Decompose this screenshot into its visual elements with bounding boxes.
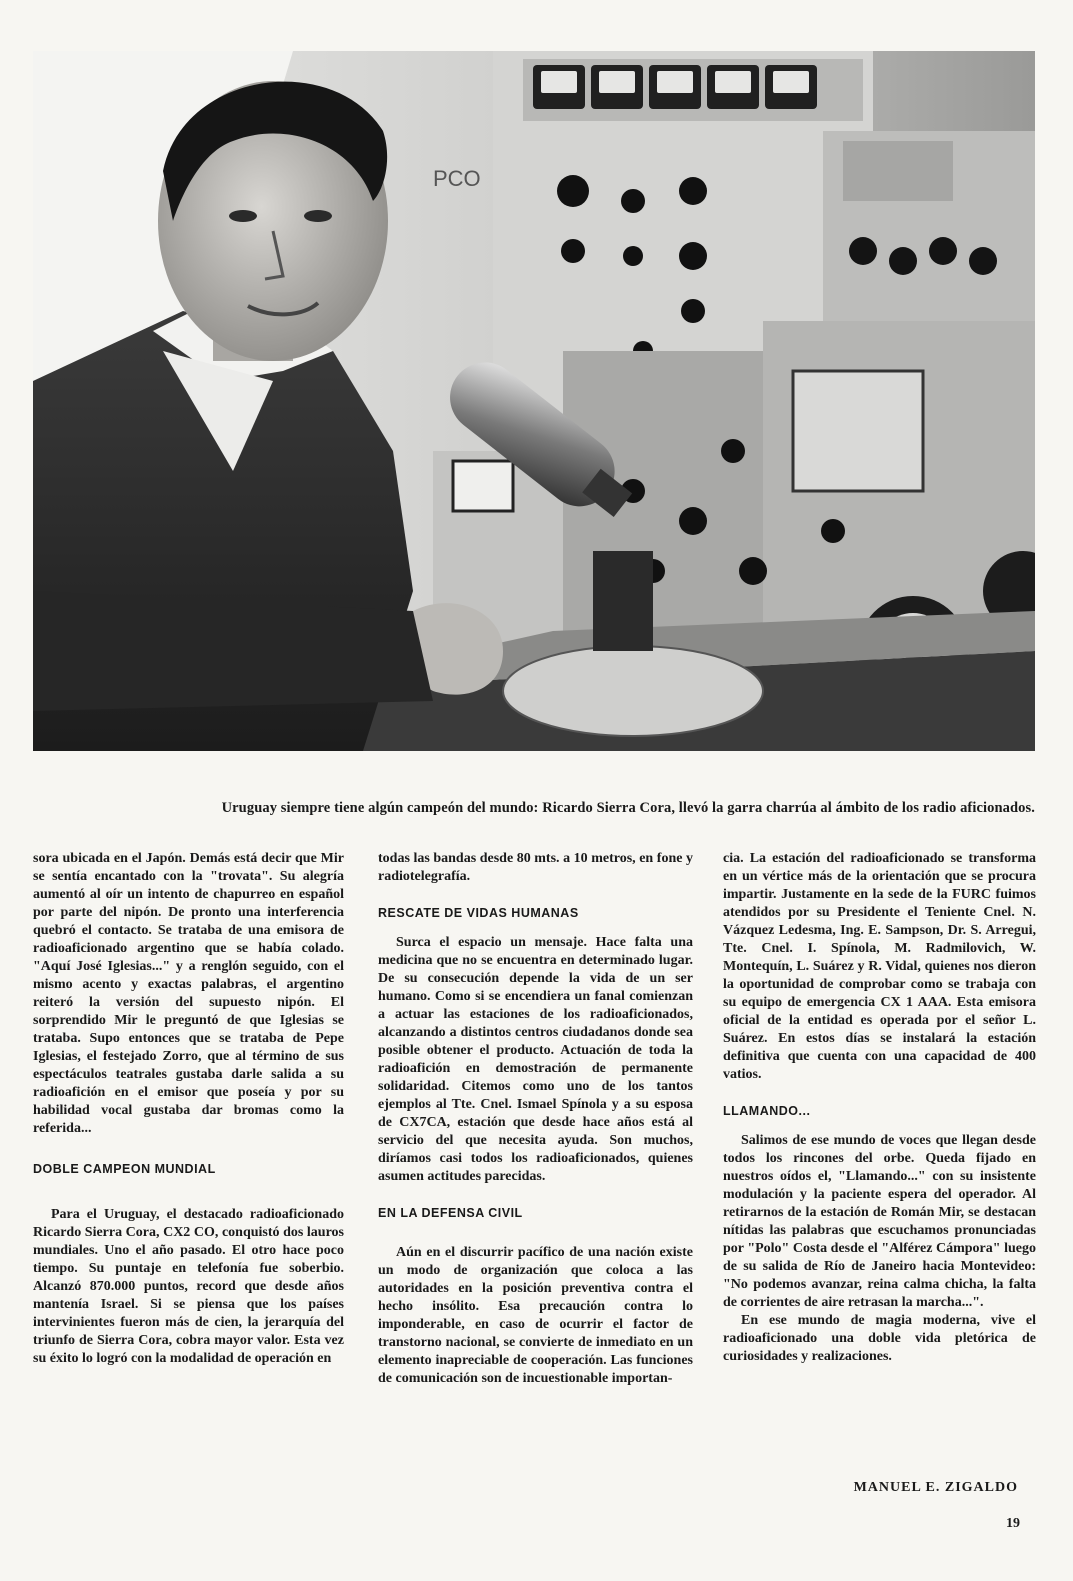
column-3 [723, 850, 1036, 1366]
panel-label: PCO [433, 166, 481, 191]
photo-icon [33, 51, 1035, 751]
col3-paragraph-1: cia. La estación del radioaficionado se transforma en un vértice más de la orientación que se procura impartir. Justamente en la sede de la FURC fuimos atendidos por su Presidente el Teniente Cnel. N. Vázquez Ledesma, Ing. E. Sampson, Dr. S. Arregui, Tte. Cnel. I. Spínola, M. Radmilovich, W. Montequín, L. Suárez y R. Vidal, quienes nos dieron la oportunidad de comprobar como se trabaja con su equipo de emergencia CX 1 AAA. Esta emisora oficial de la entidad es operada por el señor L. Suárez. En estos días se instalará la estación definitiva que cuenta con una capacidad de 400 vatios. [723, 851, 1036, 1082]
column-2 [378, 850, 693, 1388]
page-number: 19 [1006, 1516, 1020, 1531]
col2-paragraph-3: Aún en el discurrir pacífico de una nación existe un modo de organización que coloca a las autoridades en la posición preventiva contra el hecho insólito. Esa precaución contra lo imponderable, en caso de ocurrir el factor de transtorno nacional, se convierte de inmediato en un elemento inapreciable de cooperación. Las funciones de comunicación son de incuestionable importan- [378, 1245, 693, 1386]
col3-paragraph-2: Salimos de ese mundo de voces que llegan desde todos los rincones del orbe. Queda fijado en nuestros oídos el, "Llamando..." con su insistente modulación y la paciente espera del operador. Al retirarnos de la estación de Román Mir, se destacan nítidas las palabras que escuchamos pronunciadas por "Polo" Costa desde el "Alférez Cámpora" luego de su salida de Río de Janeiro hacia Montevideo: "No podemos avanzar, reina calma chicha, la falta de corrientes de aire retrasan la marcha...". [723, 1133, 1036, 1310]
radio-operator-photo [33, 51, 1035, 751]
column-1 [33, 850, 344, 1368]
col2-paragraph-1: todas las bandas desde 80 mts. a 10 metros, en fone y radiotelegrafía. [378, 851, 693, 884]
heading-defensa-civil: EN LA DEFENSA CIVIL [378, 1206, 523, 1220]
author-byline: MANUEL E. ZIGALDO [853, 1480, 1018, 1495]
col1-paragraph-1: sora ubicada en el Japón. Demás está decir que Mir se sentía encantado con la "trovata". Su alegría aumentó al oír un intento de chapurreo en español por parte del nipón. De pronto una interferencia quebró el contacto. Se trataba de una emisora de radioaficionado argentino que se había colado. "Aquí José Iglesias..." y a renglón seguido, con el mismo acento y exactas palabras, el argentino reiteró la versión del supuesto nipón. El sorprendido Mir le preguntó de que Iglesias se trataba. Supo entonces que se trataba de Pepe Iglesias, el festejado Zorro, que al término de sus espectáculos teatrales gustaba darle salida a su radioafición en el emisor que poseía y por su habilidad vocal gustaba dar bromas como la referida... [33, 851, 344, 1136]
col2-paragraph-2: Surca el espacio un mensaje. Hace falta una medicina que no se encuentra en determinado lugar. De su consecución depende la vida de un ser humano. Como si se encendiera un fanal comienzan a actuar las estaciones de los radioaficionados, alcanzando a distintos centros ciudadanos donde sea posible obtener el producto. Actuación de toda la radioafición en demostración de permanente solidaridad. Citemos como uno de los tantos ejemplos al Tte. Cnel. Ismael Spínola y a su esposa de CX7CA, estación que desde hace años está al servicio del que necesita ayuda. Son muchos, diríamos casi todos los radioaficionados, quienes asumen actitudes parecidas. [378, 935, 693, 1184]
col1-paragraph-2: Para el Uruguay, el destacado radioaficionado Ricardo Sierra Cora, CX2 CO, conquistó dos lauros mundiales. Uno el año pasado. El otro hace poco tiempo. Su puntaje en telefonía fue soberbio. Alcanzó 870.000 puntos, record que desde años mantenía Israel. Si se piensa que los países intervinientes fueron más de cien, la jerarquía del triunfo de Sierra Cora, cobra mayor valor. Esta vez su éxito lo logró con la modalidad de operación en [33, 1207, 344, 1366]
heading-llamando: LLAMANDO... [723, 1104, 811, 1118]
heading-doble-campeon: DOBLE CAMPEON MUNDIAL [33, 1162, 216, 1176]
heading-rescate: RESCATE DE VIDAS HUMANAS [378, 906, 579, 920]
col3-paragraph-3: En ese mundo de magia moderna, vive el radioaficionado una doble vida pletórica de curiosidades y realizaciones. [723, 1313, 1036, 1364]
photo-caption: Uruguay siempre tiene algún campeón del mundo: Ricardo Sierra Cora, llevó la garra charrúa al ámbito de los radio aficionados. [221, 800, 1035, 816]
